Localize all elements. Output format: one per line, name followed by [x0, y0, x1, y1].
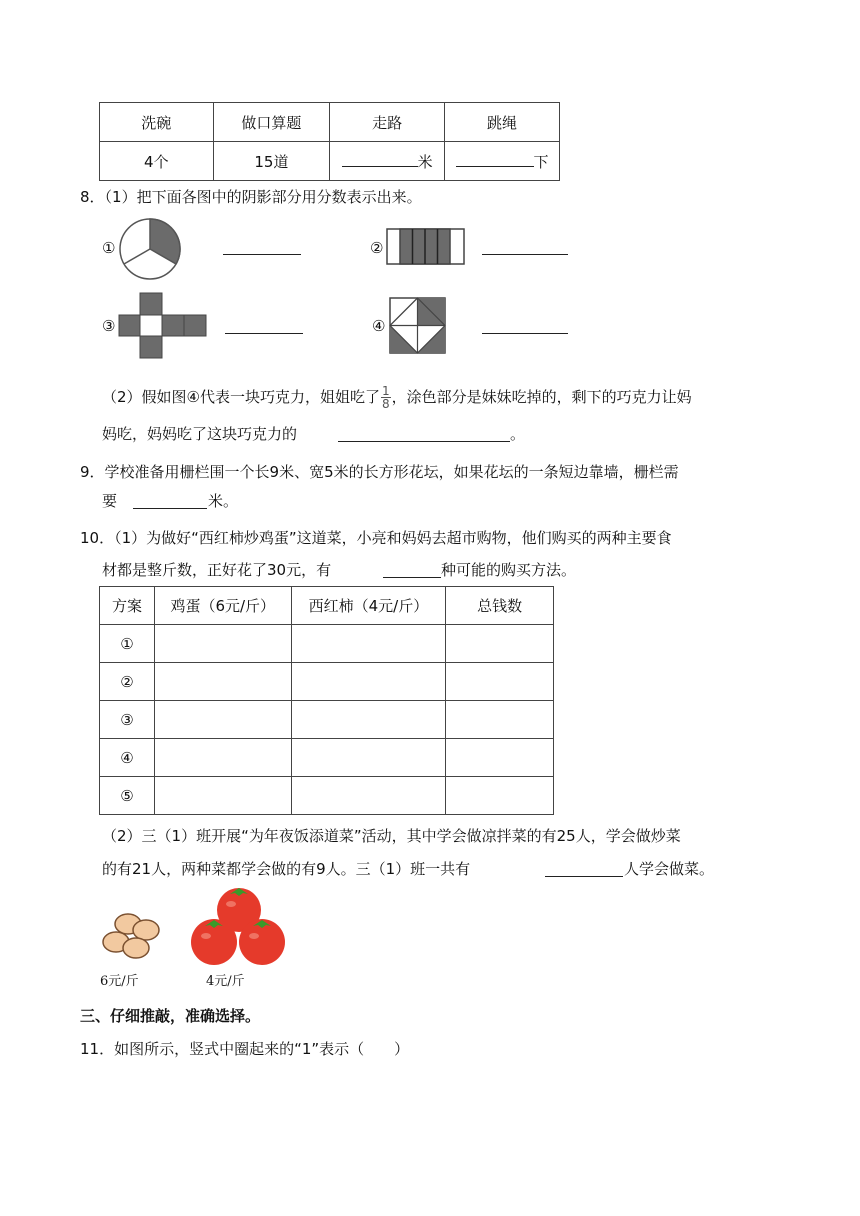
q10-part2-line2-start: 的有21人，两种菜都学会做的有9人。三（1）班一共有: [102, 860, 471, 878]
row-label: ④: [100, 739, 155, 777]
empty-cell[interactable]: [154, 739, 291, 777]
empty-cell[interactable]: [291, 777, 446, 815]
unit-label: 下: [533, 152, 549, 171]
row-label: ①: [100, 625, 155, 663]
header-cell: 跳绳: [445, 103, 560, 142]
empty-cell[interactable]: [154, 663, 291, 701]
answer-blank[interactable]: [342, 166, 418, 167]
figure-label: ④: [372, 317, 386, 335]
empty-cell[interactable]: [291, 701, 446, 739]
value-cell: 4个: [100, 142, 214, 181]
row-label: ③: [100, 701, 155, 739]
header-cell: 洗碗: [100, 103, 214, 142]
value-cell-rope[interactable]: [445, 142, 560, 181]
question-text: （2）假如图④代表一块巧克力，姐姐吃了: [102, 388, 380, 406]
header-cell: 西红柿（4元/斤）: [291, 587, 446, 625]
answer-blank[interactable]: [456, 166, 534, 167]
empty-cell[interactable]: [291, 739, 446, 777]
fraction: [381, 385, 391, 410]
empty-cell[interactable]: [446, 663, 554, 701]
punctuation: 。: [510, 425, 526, 443]
q11-text: 11．如图所示，竖式中圈起来的“1”表示（ ）: [80, 1040, 410, 1058]
q10-line1: 10．（1）为做好“西红柿炒鸡蛋”这道菜，小亮和妈妈去超市购物，他们购买的两种主要食: [80, 529, 672, 547]
header-cell: 鸡蛋（6元/斤）: [154, 587, 291, 625]
value-cell-walk[interactable]: [330, 142, 445, 181]
question-text: ，涂色部分是妹妹吃掉的，剩下的巧克力让妈: [391, 388, 692, 406]
circle-thirds-figure: [118, 217, 182, 281]
strip-figure: [386, 228, 466, 266]
figure-label: ③: [102, 317, 116, 335]
q10-part2-line2-end: 人学会做菜。: [624, 860, 715, 878]
q8-part2-line1: [102, 384, 692, 410]
value-cell: 15道: [213, 142, 330, 181]
empty-cell[interactable]: [446, 777, 554, 815]
header-cell: 方案: [100, 587, 155, 625]
figure-label: ②: [370, 239, 384, 257]
tomatoes-icon: [190, 884, 288, 970]
q9-line1: 9．学校准备用栅栏围一个长9米、宽5米的长方形花坛，如果花坛的一条短边靠墙，栅栏需: [80, 463, 679, 481]
question-text: （1）把下面各图中的阴影部分用分数表示出来。: [104, 188, 422, 206]
answer-blank[interactable]: [482, 254, 568, 255]
answer-blank[interactable]: [482, 333, 568, 334]
activity-table: [99, 102, 560, 181]
q10-part2-line1: （2）三（1）班开展“为年夜饭添道菜”活动，其中学会做凉拌菜的有25人，学会做炒菜: [102, 827, 681, 845]
q10-line2-start: 材都是整斤数，正好花了30元，有: [102, 561, 332, 579]
empty-cell[interactable]: [154, 625, 291, 663]
row-label: ②: [100, 663, 155, 701]
q8-line1: [80, 187, 422, 207]
answer-blank[interactable]: [338, 441, 510, 442]
empty-cell[interactable]: [291, 663, 446, 701]
header-cell: 做口算题: [213, 103, 330, 142]
fraction-denominator: 8: [382, 397, 390, 411]
cross-figure: [118, 292, 208, 360]
answer-blank[interactable]: [225, 333, 303, 334]
tomato-price-label: 4元/斤: [206, 974, 245, 989]
answer-blank[interactable]: [383, 577, 441, 578]
q10-line2-end: 种可能的购买方法。: [441, 561, 577, 579]
answer-blank[interactable]: [545, 876, 623, 877]
empty-cell[interactable]: [154, 701, 291, 739]
q8-part2-line2: [102, 424, 297, 444]
unit-label: 米: [417, 152, 433, 171]
row-label: ⑤: [100, 777, 155, 815]
header-cell: 总钱数: [446, 587, 554, 625]
empty-cell[interactable]: [291, 625, 446, 663]
purchase-plan-table: [99, 586, 554, 815]
question-text: 妈吃，妈妈吃了这块巧克力的: [102, 425, 298, 443]
answer-blank[interactable]: [133, 508, 207, 509]
empty-cell[interactable]: [446, 739, 554, 777]
empty-cell[interactable]: [154, 777, 291, 815]
question-number: 8．: [80, 188, 105, 206]
empty-cell[interactable]: [446, 701, 554, 739]
figure-label: ①: [102, 239, 116, 257]
eggs-icon: [98, 908, 164, 966]
q9-line2-end: 米。: [208, 492, 239, 510]
chocolate-square-figure: [389, 297, 447, 355]
section-title: 三、仔细推敲，准确选择。: [80, 1007, 261, 1025]
fraction-numerator: 1: [382, 384, 390, 398]
egg-price-label: 6元/斤: [100, 974, 139, 989]
answer-blank[interactable]: [223, 254, 301, 255]
header-cell: 走路: [330, 103, 445, 142]
q9-line2-start: 要: [102, 492, 118, 510]
empty-cell[interactable]: [446, 625, 554, 663]
